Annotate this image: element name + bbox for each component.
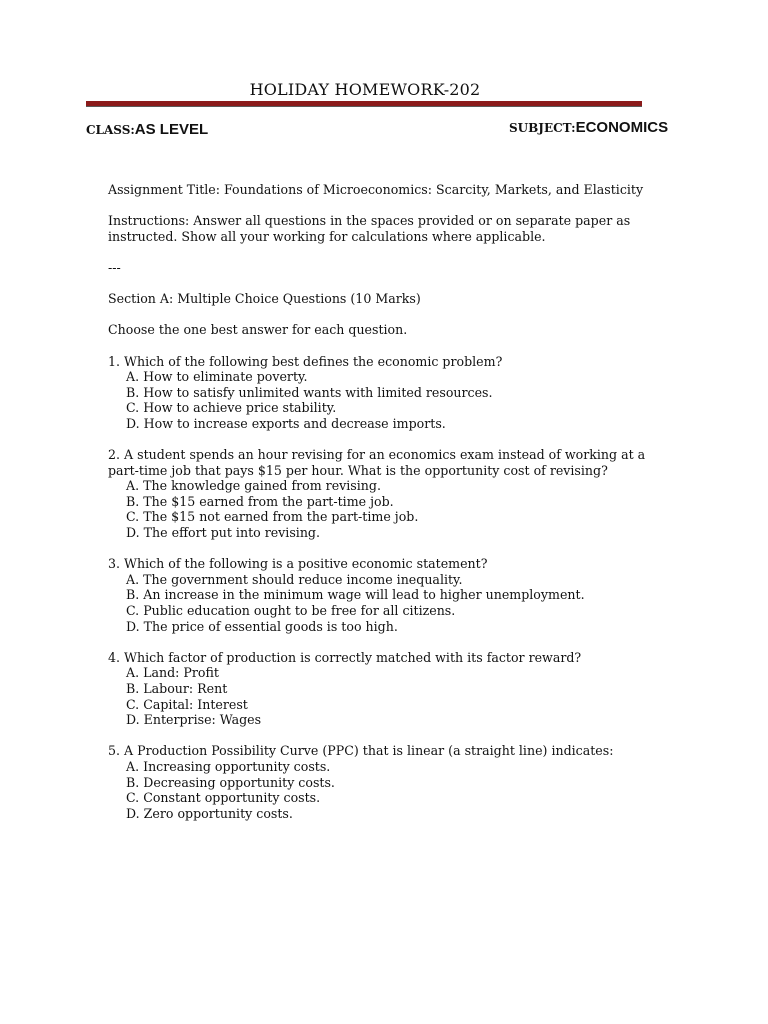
- title-divider: [86, 101, 642, 107]
- answer-option: C. Constant opportunity costs.: [126, 790, 321, 806]
- answer-option: A. Land: Profit: [126, 665, 219, 681]
- document-body: [108, 182, 668, 837]
- subject-label: SUBJECT:: [509, 121, 576, 135]
- subject-value: ECONOMICS: [575, 119, 669, 136]
- answer-option: C. Public education ought to be free for all citizens.: [126, 603, 456, 619]
- section-separator: ---: [108, 259, 121, 275]
- answer-option: C. The $15 not earned from the part-time job.: [126, 509, 419, 525]
- question-stem: 4. Which factor of production is correctly matched with its factor reward?: [108, 649, 582, 665]
- answer-option: A. The knowledge gained from revising.: [126, 478, 381, 494]
- question-1: [108, 354, 668, 432]
- subject-field: [509, 119, 668, 136]
- question-4: [108, 650, 668, 728]
- class-label: CLASS:: [86, 123, 135, 137]
- section-a-directions: Choose the one best answer for each question.: [108, 322, 408, 338]
- question-5: [108, 743, 668, 821]
- instructions: Instructions: Answer all questions in the spaces provided or on separate paper as instructed. Show all your working for calculations where applicable.: [108, 213, 631, 244]
- answer-option: D. The effort put into revising.: [126, 525, 320, 541]
- answer-option: B. Labour: Rent: [126, 681, 228, 696]
- page-title: HOLIDAY HOMEWORK-202: [249, 80, 481, 99]
- answer-option: B. The $15 earned from the part-time job.: [126, 493, 394, 509]
- question-3: [108, 556, 668, 634]
- class-field: [86, 121, 208, 138]
- answer-option: D. Zero opportunity costs.: [126, 805, 293, 821]
- answer-option: A. The government should reduce income inequality.: [126, 571, 463, 587]
- question-stem: 1. Which of the following best defines the economic problem?: [108, 353, 503, 369]
- answer-option: C. Capital: Interest: [126, 696, 248, 712]
- answer-option: B. Decreasing opportunity costs.: [126, 774, 335, 790]
- answer-option: D. The price of essential goods is too high.: [126, 618, 398, 634]
- answer-option: B. An increase in the minimum wage will lead to higher unemployment.: [126, 587, 585, 603]
- section-a-heading: Section A: Multiple Choice Questions (10 Marks): [108, 291, 421, 307]
- question-stem: 3. Which of the following is a positive economic statement?: [108, 556, 488, 572]
- answer-option: A. Increasing opportunity costs.: [126, 758, 331, 774]
- question-stem: 2. A student spends an hour revising for an economics exam instead of working at a part-time job that pays $15 per hour. What is the opportunity cost of revising?: [108, 447, 646, 478]
- answer-option: C. How to achieve price stability.: [126, 400, 337, 416]
- assignment-title: Assignment Title: Foundations of Microeconomics: Scarcity, Markets, and Elasticity: [108, 182, 644, 197]
- class-value: AS LEVEL: [134, 121, 209, 138]
- question-2: [108, 447, 668, 541]
- answer-option: D. Enterprise: Wages: [126, 712, 262, 728]
- question-stem: 5. A Production Possibility Curve (PPC) that is linear (a straight line) indicates:: [108, 743, 614, 759]
- answer-option: B. How to satisfy unlimited wants with limited resources.: [126, 384, 493, 400]
- answer-option: A. How to eliminate poverty.: [126, 369, 308, 385]
- answer-option: D. How to increase exports and decrease imports.: [126, 415, 446, 431]
